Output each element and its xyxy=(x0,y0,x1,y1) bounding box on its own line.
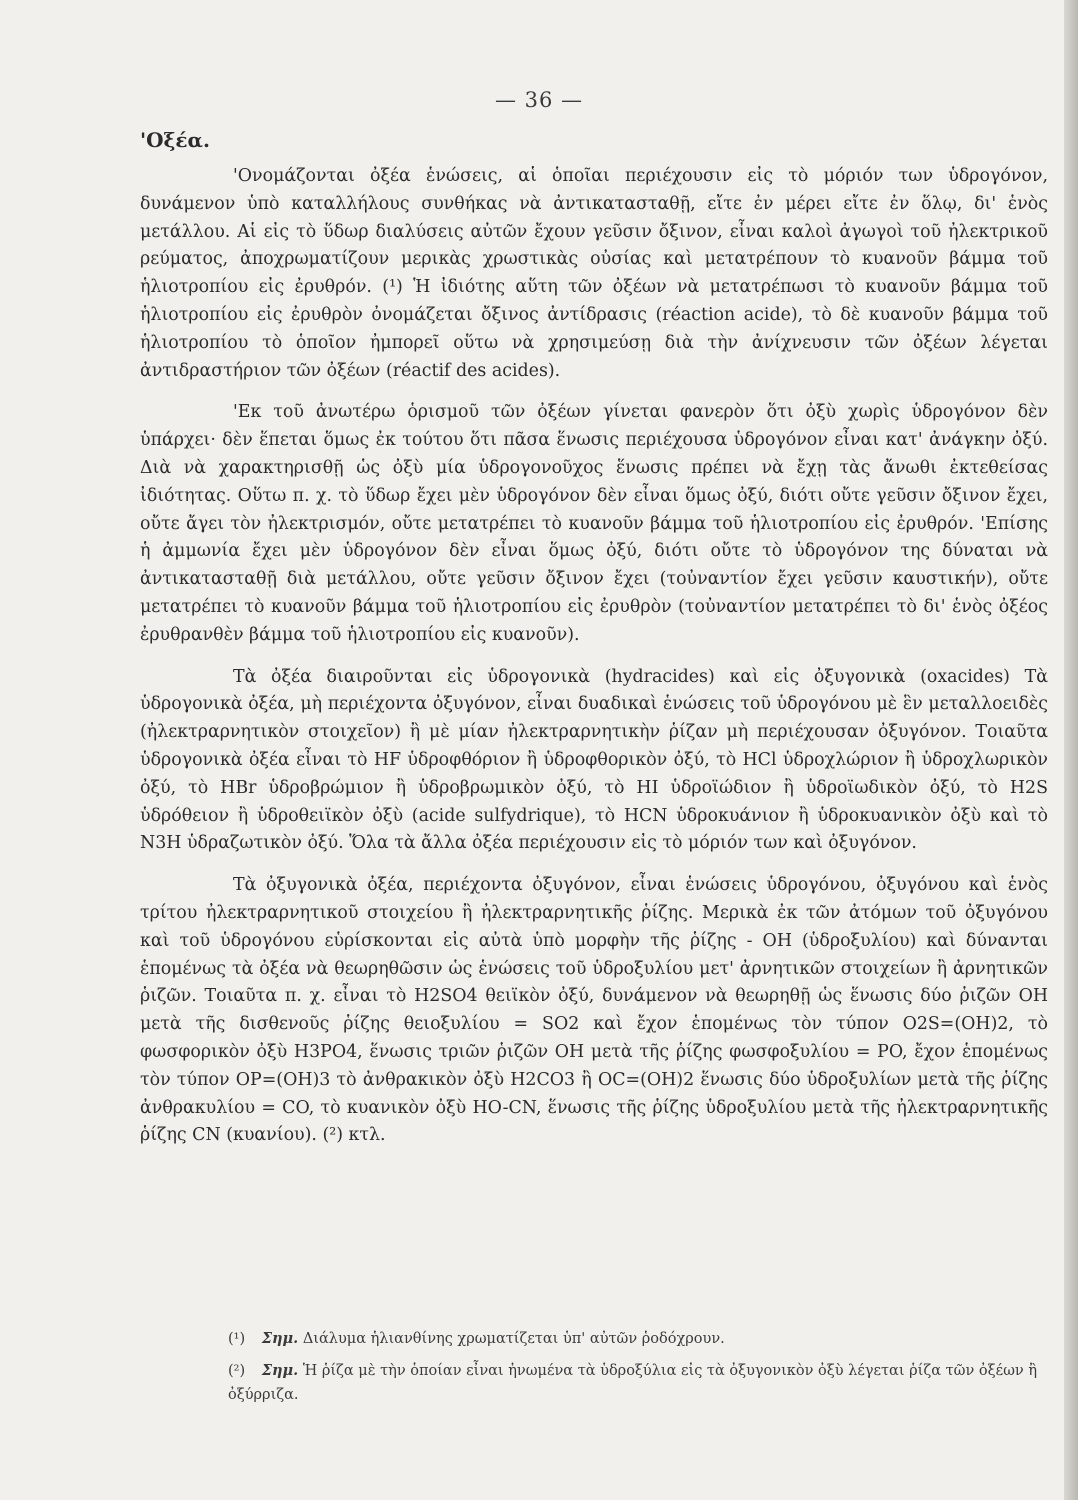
body-text xyxy=(140,163,1048,1150)
section-heading: 'Οξέα. xyxy=(140,128,210,152)
footnote-label: Σημ. xyxy=(261,1330,299,1347)
footnote-mark: (²) xyxy=(228,1363,246,1379)
footnote-text: Διάλυμα ἡλιανθίνης χρωματίζεται ὑπ' αὐτῶν ῥοδόχρουν. xyxy=(302,1331,725,1347)
footnote xyxy=(228,1327,1058,1351)
paragraph: 'Εκ τοῦ ἀνωτέρω ὁρισμοῦ τῶν ὀξέων γίνεται φανερὸν ὅτι ὀξὺ χωρὶς ὑδρογόνον δὲν ὑπάρχει· δὲν ἕπεται ὅμως ἐκ τούτου ὅτι πᾶσα ἕνωσις περιέχουσα ὑδρογόνον εἶναι κατ' ἀνάγκην ὀξύ. Διὰ νὰ χαρακτηρισθῇ ὡς ὀξὺ μία ὑδρογονοῦχος ἕνωσις πρέπει νὰ ἔχῃ τὰς ἄνωθι ἐκτεθείσας ἰδιότητας. Οὕτω π. χ. τὸ ὕδωρ ἔχει μὲν ὑδρογόνον δὲν εἶναι ὅμως ὀξύ, διότι οὔτε γεῦσιν ὄξινον ἔχει, οὔτε ἄγει τὸν ἠλεκτρισμόν, οὔτε μετατρέπει τὸ κυανοῦν βάμμα τοῦ ἡλιοτροπίου εἰς ἐρυθρόν. 'Επίσης ἡ ἀμμωνία ἔχει μὲν ὑδρογόνον δὲν εἶναι ὅμως ὀξύ, διότι οὔτε τὸ ὑδρογόνον της δύναται νὰ ἀντικατασταθῇ διὰ μετάλλου, οὔτε γεῦσιν ὄξινον ἔχει (τοὐναντίον ἔχει γεῦσιν καυστικήν), οὔτε μετατρέπει τὸ κυανοῦν βάμμα τοῦ ἡλιοτροπίου εἰς ἐρυθρὸν (τοὐναντίον μετατρέπει τὸ δι' ἑνὸς ὀξέος ἐρυθρανθὲν βάμμα τοῦ ἡλιοτροπίου εἰς κυανοῦν). xyxy=(140,402,1048,645)
footnotes xyxy=(228,1327,1058,1415)
footnote-mark: (¹) xyxy=(228,1331,246,1347)
page-edge-shadow xyxy=(1064,0,1078,1500)
footnote-text: Ἡ ῥίζα μὲ τὴν ὁποίαν εἶναι ἡνωμένα τὰ ὑδροξύλια εἰς τὰ ὀξυγονικὸν ὀξὺ λέγεται ῥίζα τῶν ὀξέων ἢ ὀξύρριζα. xyxy=(228,1363,1038,1403)
paragraph: Τὰ ὀξυγονικὰ ὀξέα, περιέχοντα ὀξυγόνον, εἶναι ἑνώσεις ὑδρογόνου, ὀξυγόνου καὶ ἑνὸς τρίτου ἠλεκτραρνητικοῦ στοιχείου ἢ ἠλεκτραρνητικῆς ῥίζης. Μερικὰ ἐκ τῶν ἀτόμων τοῦ ὀξυγόνου καὶ τοῦ ὑδρογόνου εὑρίσκονται εἰς αὐτὰ ὑπὸ μορφὴν τῆς ῥίζης - OH (ὑδροξυλίου) καὶ δύνανται ἑπομένως τὰ ὀξέα νὰ θεωρηθῶσιν ὡς ἑνώσεις τοῦ ὑδροξυλίου μετ' ἀρνητικῶν στοιχείων ἢ ἀρνητικῶν ῥιζῶν. Τοιαῦτα π. χ. εἶναι τὸ H2SO4 θειϊκὸν ὀξύ, δυνάμενον νὰ θεωρηθῇ ὡς ἕνωσις δύο ῥιζῶν OH μετὰ τῆς δισθενοῦς ῥίζης θειοξυλίου = SO2 καὶ ἔχον ἑπομένως τὸν τύπον O2S=(OH)2, τὸ φωσφορικὸν ὀξὺ H3PO4, ἕνωσις τριῶν ῥιζῶν OH μετὰ τῆς ῥίζης φωσφοξυλίου = PO, ἔχον ἑπομένως τὸν τύπον OP=(OH)3 τὸ ἀνθρακικὸν ὀξὺ H2CO3 ἢ OC=(OH)2 ἕνωσις δύο ὑδροξυλίων μετὰ τῆς ῥίζης ἀνθρακυλίου = CO, τὸ κυανικὸν ὀξὺ HO-CN, ἕνωσις τῆς ῥίζης ὑδροξυλίου μετὰ τῆς ἠλεκτραρνητικῆς ῥίζης CN (κυανίου). (²) κτλ. xyxy=(140,875,1048,1146)
footnote xyxy=(228,1359,1058,1407)
paragraph: 'Ονομάζονται ὀξέα ἑνώσεις, αἱ ὁποῖαι περιέχουσιν εἰς τὸ μόριόν των ὑδρογόνον, δυνάμενον ὑπὸ καταλλήλους συνθήκας νὰ ἀντικατασταθῇ, εἴτε ἐν μέρει εἴτε ἐν ὅλῳ, δι' ἑνὸς μετάλλου. Αἱ εἰς τὸ ὕδωρ διαλύσεις αὐτῶν ἔχουν γεῦσιν ὄξινον, εἶναι καλοὶ ἀγωγοὶ τοῦ ἠλεκτρικοῦ ρεύματος, ἀποχρωματίζουν μερικὰς χρωστικὰς οὐσίας καὶ μετατρέπουν τὸ κυανοῦν βάμμα τοῦ ἡλιοτροπίου εἰς ἐρυθρόν. (¹) Ἡ ἰδιότης αὕτη τῶν ὀξέων νὰ μετατρέπωσι τὸ κυανοῦν βάμμα τοῦ ἡλιοτροπίου εἰς ἐρυθρὸν ὀνομάζεται ὄξινος ἀντίδρασις (réaction acide), τὸ δὲ κυανοῦν βάμμα τοῦ ἡλιοτροπίου τὸ ὁποῖον ἠμπορεῖ οὕτω νὰ χρησιμεύσῃ διὰ τὴν ἀνίχνευσιν τῶν ὀξέων λέγεται ἀντιδραστήριον τῶν ὀξέων (réactif des acides). xyxy=(140,166,1048,381)
page-number: — 36 — xyxy=(494,88,584,112)
footnote-label: Σημ. xyxy=(261,1362,299,1379)
paragraph: Τὰ ὀξέα διαιροῦνται εἰς ὑδρογονικὰ (hydracides) καὶ εἰς ὀξυγονικὰ (oxacides) Τὰ ὑδρογονικὰ ὀξέα, μὴ περιέχοντα ὀξυγόνον, εἶναι δυαδικαὶ ἑνώσεις τοῦ ὑδρογόνου μὲ ἓν μεταλλοειδὲς (ἠλεκτραρνητικὸν στοιχεῖον) ἢ μὲ μίαν ἠλεκτραρνητικὴν ῥίζαν μὴ περιέχουσαν ὀξυγόνον. Τοιαῦτα ὑδρογονικὰ ὀξέα εἶναι τὸ HF ὑδροφθόριον ἢ ὑδροφθορικὸν ὀξύ, τὸ HCl ὑδροχλώριον ἢ ὑδροχλωρικὸν ὀξύ, τὸ HBr ὑδροβρώμιον ἢ ὑδροβρωμικὸν ὀξύ, τὸ HI ὑδροϊώδιον ἢ ὑδροϊωδικὸν ὀξύ, τὸ H2S ὑδρόθειον ἢ ὑδροθειϊκὸν ὀξὺ (acide sulfydrique), τὸ HCN ὑδροκυάνιον ἢ ὑδροκυανικὸν ὀξὺ καὶ τὸ N3H ὑδραζωτικὸν ὀξύ. Ὅλα τὰ ἄλλα ὀξέα περιέχουσιν εἰς τὸ μόριόν των καὶ ὀξυγόνον. xyxy=(140,666,1048,854)
